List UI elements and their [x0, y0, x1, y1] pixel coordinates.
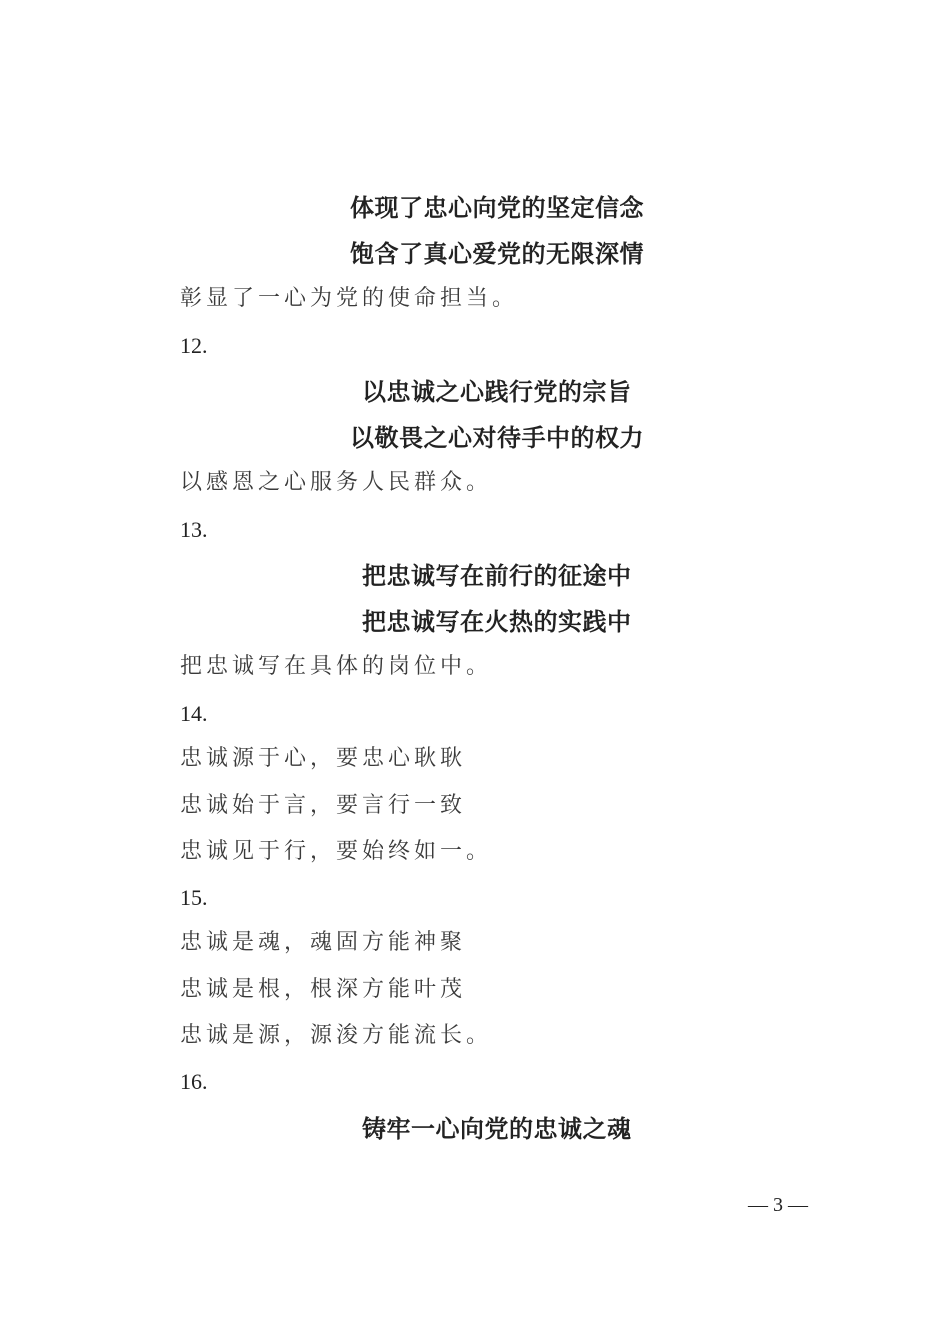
text-line: 把忠诚写在具体的岗位中。 — [180, 654, 493, 679]
page-number: — 3 — — [748, 1194, 808, 1216]
text-line: 忠诚是魂，魂固方能神聚 — [180, 930, 467, 955]
text-line: 以感恩之心服务人民群众。 — [180, 470, 493, 495]
text-line: 铸牢一心向党的忠诚之魂 — [362, 1114, 632, 1143]
item-number: 14. — [180, 701, 208, 726]
item-number: 16. — [180, 1069, 208, 1094]
text-line: 把忠诚写在前行的征途中 — [362, 561, 632, 590]
text-line: 忠诚源于心，要忠心耿耿 — [180, 746, 467, 771]
text-line: 忠诚是源，源浚方能流长。 — [180, 1023, 493, 1048]
text-line: 体现了忠心向党的坚定信念 — [350, 193, 644, 222]
text-line: 把忠诚写在火热的实践中 — [362, 607, 632, 636]
text-line: 彰显了一心为党的使命担当。 — [180, 286, 519, 311]
text-line: 忠诚始于言，要言行一致 — [180, 793, 467, 818]
text-line: 饱含了真心爱党的无限深情 — [350, 239, 644, 268]
item-number: 12. — [180, 333, 208, 358]
text-line: 以敬畏之心对待手中的权力 — [350, 423, 644, 452]
text-line: 忠诚见于行，要始终如一。 — [180, 839, 493, 864]
item-number: 13. — [180, 517, 208, 542]
text-line: 以忠诚之心践行党的宗旨 — [362, 377, 632, 406]
item-number: 15. — [180, 885, 208, 910]
text-line: 忠诚是根，根深方能叶茂 — [180, 977, 467, 1002]
